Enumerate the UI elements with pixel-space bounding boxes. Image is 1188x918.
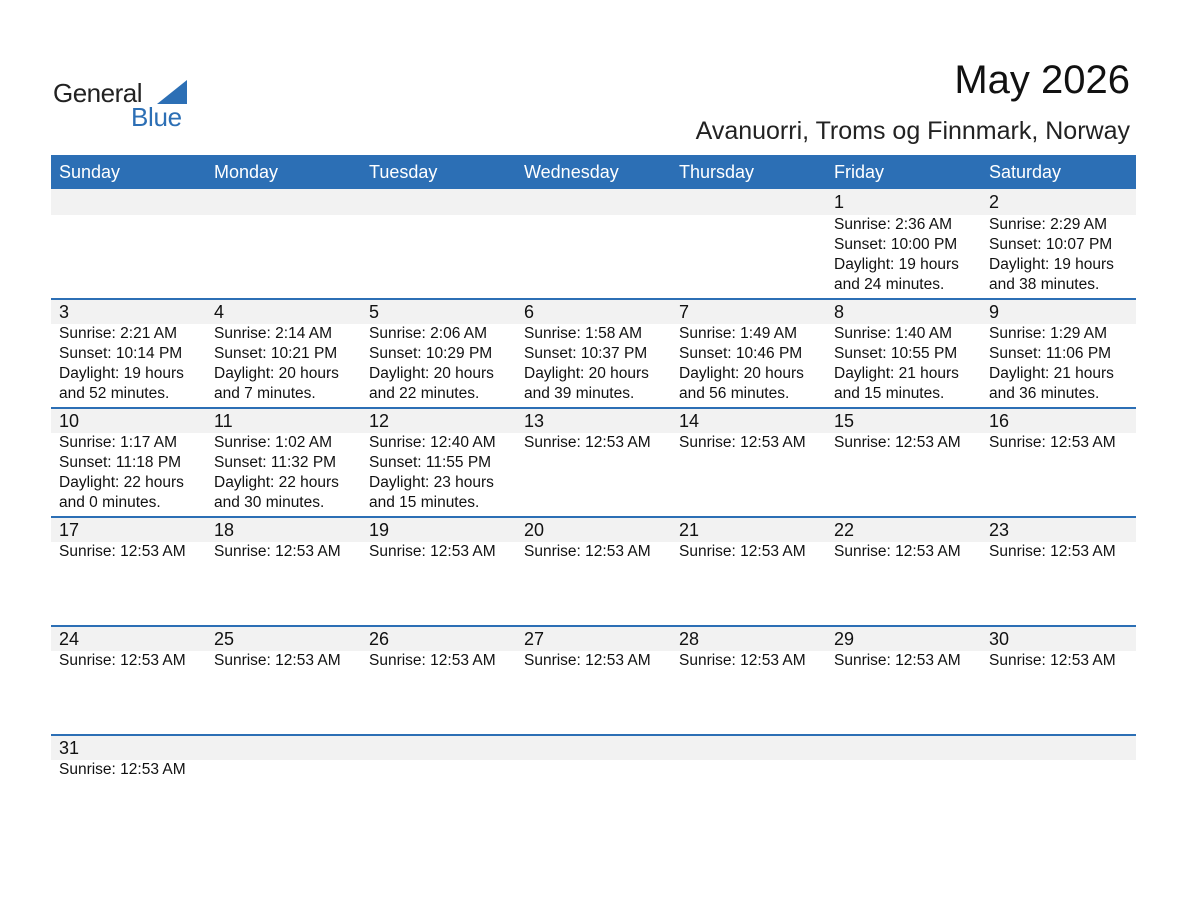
sun-info-line: Sunrise: 1:29 AM — [989, 325, 1108, 342]
sun-info-line: Daylight: 19 hours — [834, 256, 959, 273]
sun-info-line: Sunrise: 12:53 AM — [59, 543, 186, 560]
logo-triangle-icon — [157, 80, 187, 104]
day-cell — [361, 736, 516, 843]
day-number: 15 — [834, 411, 855, 431]
day-number — [369, 189, 516, 215]
day-number: 10 — [59, 411, 80, 431]
day-cell — [51, 736, 206, 843]
sun-info-line: Daylight: 21 hours — [989, 365, 1114, 382]
day-number — [59, 189, 206, 215]
day-number: 8 — [834, 302, 845, 322]
week-row — [51, 298, 1136, 407]
sun-info-line: Sunrise: 2:14 AM — [214, 325, 333, 342]
day-number — [369, 736, 516, 760]
sun-info-line: Sunrise: 12:53 AM — [989, 434, 1116, 451]
day-cell — [51, 300, 206, 407]
sun-info-line: Sunset: 11:06 PM — [989, 345, 1112, 362]
day-number — [524, 189, 671, 215]
day-cell — [981, 627, 1136, 734]
sun-info-line: Sunrise: 1:40 AM — [834, 325, 953, 342]
sun-info-line: and 38 minutes. — [989, 276, 1100, 293]
sun-info-line: Sunrise: 12:53 AM — [524, 652, 651, 669]
sun-info-line: and 7 minutes. — [214, 385, 316, 402]
day-cell — [361, 627, 516, 734]
day-cell — [826, 518, 981, 625]
sun-info-line: and 15 minutes. — [834, 385, 945, 402]
sun-info-line: Sunrise: 2:29 AM — [989, 216, 1108, 233]
day-number: 31 — [59, 738, 80, 758]
day-cell — [206, 300, 361, 407]
day-cell — [206, 518, 361, 625]
day-number — [679, 736, 826, 760]
day-number: 17 — [59, 520, 80, 540]
sun-info-line: and 22 minutes. — [369, 385, 480, 402]
day-number: 21 — [679, 520, 700, 540]
sun-info-line: Sunset: 11:32 PM — [214, 454, 337, 471]
day-cell — [671, 627, 826, 734]
day-number: 19 — [369, 520, 390, 540]
day-cell — [826, 189, 981, 298]
sun-info-line: Sunset: 11:18 PM — [59, 454, 182, 471]
weekday-header-thursday: Thursday — [679, 162, 755, 182]
day-number: 3 — [59, 302, 70, 322]
day-cell — [671, 518, 826, 625]
day-number: 5 — [369, 302, 380, 322]
sun-info-line: Sunrise: 12:53 AM — [679, 434, 806, 451]
week-row — [51, 189, 1136, 298]
week-row — [51, 407, 1136, 516]
day-number: 23 — [989, 520, 1010, 540]
sun-info-line: Sunset: 11:55 PM — [369, 454, 492, 471]
day-cell — [361, 409, 516, 516]
day-number: 7 — [679, 302, 690, 322]
day-number — [834, 736, 981, 760]
sun-info-line: and 24 minutes. — [834, 276, 945, 293]
sun-info-line: Sunrise: 12:53 AM — [679, 543, 806, 560]
sun-info-line: Sunrise: 12:53 AM — [59, 652, 186, 669]
day-cell — [981, 409, 1136, 516]
sun-info-line: Sunrise: 2:21 AM — [59, 325, 178, 342]
day-cell — [516, 189, 671, 298]
logo-general-text: General — [53, 78, 142, 108]
sun-info-line: Sunrise: 1:02 AM — [214, 434, 333, 451]
sun-info-line: Sunrise: 1:58 AM — [524, 325, 643, 342]
day-cell — [826, 300, 981, 407]
sun-info-line: and 39 minutes. — [524, 385, 635, 402]
day-cell — [981, 300, 1136, 407]
day-cell — [516, 409, 671, 516]
location-subtitle: Avanuorri, Troms og Finnmark, Norway — [695, 117, 1130, 145]
weekday-header-friday: Friday — [834, 162, 885, 182]
day-cell — [981, 189, 1136, 298]
day-number: 18 — [214, 520, 235, 540]
day-number: 25 — [214, 629, 235, 649]
day-cell — [671, 300, 826, 407]
sun-info-line: Sunset: 10:14 PM — [59, 345, 183, 362]
logo-blue-text: Blue — [131, 102, 182, 132]
sun-info-line: Daylight: 21 hours — [834, 365, 959, 382]
week-row — [51, 625, 1136, 734]
weekday-header-wednesday: Wednesday — [524, 162, 619, 182]
day-cell — [206, 627, 361, 734]
sun-info-line: Sunset: 10:29 PM — [369, 345, 493, 362]
sun-info-line: Sunrise: 12:53 AM — [524, 543, 651, 560]
sun-info-line: and 56 minutes. — [679, 385, 790, 402]
sun-info-line: Daylight: 20 hours — [524, 365, 649, 382]
day-cell — [206, 409, 361, 516]
sun-info-line: Daylight: 19 hours — [989, 256, 1114, 273]
sun-info-line: Sunrise: 12:53 AM — [214, 543, 341, 560]
day-number: 16 — [989, 411, 1010, 431]
sun-info-line: Sunset: 10:55 PM — [834, 345, 958, 362]
day-cell — [206, 736, 361, 843]
sun-info-line: Sunrise: 12:53 AM — [524, 434, 651, 451]
day-number: 22 — [834, 520, 855, 540]
day-cell — [361, 518, 516, 625]
day-number: 11 — [214, 411, 233, 431]
day-number: 20 — [524, 520, 545, 540]
weekday-header-monday: Monday — [214, 162, 279, 182]
sun-info-line: Daylight: 20 hours — [679, 365, 804, 382]
weekday-header-sunday: Sunday — [59, 162, 121, 182]
weekday-header-tuesday: Tuesday — [369, 162, 438, 182]
sun-info-line: Sunrise: 12:53 AM — [834, 434, 961, 451]
sun-info-line: and 30 minutes. — [214, 494, 325, 511]
day-cell — [516, 518, 671, 625]
sun-info-line: and 52 minutes. — [59, 385, 170, 402]
day-cell — [51, 518, 206, 625]
sun-info-line: Sunset: 10:46 PM — [679, 345, 803, 362]
day-number: 14 — [679, 411, 700, 431]
day-cell — [51, 409, 206, 516]
day-number: 29 — [834, 629, 855, 649]
day-cell — [671, 736, 826, 843]
day-number: 27 — [524, 629, 545, 649]
day-cell — [671, 409, 826, 516]
day-number: 4 — [214, 302, 225, 322]
sun-info-line: and 0 minutes. — [59, 494, 161, 511]
sun-info-line: Sunset: 10:21 PM — [214, 345, 338, 362]
day-number: 30 — [989, 629, 1010, 649]
sun-info-line: Daylight: 23 hours — [369, 474, 494, 491]
sun-info-line: Daylight: 20 hours — [214, 365, 339, 382]
sun-info-line: Sunrise: 12:53 AM — [214, 652, 341, 669]
sun-info-line: Daylight: 22 hours — [59, 474, 184, 491]
sun-info-line: Sunrise: 12:53 AM — [679, 652, 806, 669]
day-number: 28 — [679, 629, 700, 649]
sun-info-line: Sunrise: 12:53 AM — [369, 652, 496, 669]
sun-info-line: Sunrise: 12:53 AM — [834, 543, 961, 560]
day-number — [214, 189, 361, 215]
day-number — [989, 736, 1136, 760]
logo — [53, 76, 203, 132]
page-title: May 2026 — [954, 58, 1130, 102]
day-cell — [826, 736, 981, 843]
day-number: 2 — [989, 192, 1000, 212]
day-number: 26 — [369, 629, 390, 649]
weekday-header-saturday: Saturday — [989, 162, 1062, 182]
day-number — [214, 736, 361, 760]
sun-info-line: Sunset: 10:37 PM — [524, 345, 648, 362]
day-number — [524, 736, 671, 760]
sun-info-line: Sunrise: 12:53 AM — [369, 543, 496, 560]
sun-info-line: Sunset: 10:07 PM — [989, 236, 1113, 253]
day-number — [679, 189, 826, 215]
day-number: 24 — [59, 629, 80, 649]
day-cell — [826, 409, 981, 516]
week-row — [51, 516, 1136, 625]
day-number: 13 — [524, 411, 545, 431]
calendar-weeks — [51, 189, 1136, 843]
sun-info-line: Sunrise: 2:36 AM — [834, 216, 953, 233]
day-cell — [981, 736, 1136, 843]
sun-info-line: and 15 minutes. — [369, 494, 480, 511]
day-number: 6 — [524, 302, 535, 322]
sun-info-line: Sunrise: 12:53 AM — [989, 652, 1116, 669]
day-cell — [516, 736, 671, 843]
week-row — [51, 734, 1136, 843]
sun-info-line: Daylight: 19 hours — [59, 365, 184, 382]
sun-info-line: Daylight: 22 hours — [214, 474, 339, 491]
weekday-header-row — [51, 155, 1136, 189]
day-cell — [516, 627, 671, 734]
sun-info-line: Sunrise: 12:53 AM — [989, 543, 1116, 560]
day-cell — [361, 189, 516, 298]
sun-info-line: Sunrise: 1:49 AM — [679, 325, 798, 342]
day-cell — [206, 189, 361, 298]
sun-info-line: Sunrise: 2:06 AM — [369, 325, 488, 342]
day-cell — [51, 627, 206, 734]
day-number: 12 — [369, 411, 390, 431]
sun-info-line: Sunset: 10:00 PM — [834, 236, 958, 253]
day-cell — [981, 518, 1136, 625]
sun-info-line: Sunrise: 12:53 AM — [59, 761, 186, 778]
day-cell — [826, 627, 981, 734]
sun-info-line: Daylight: 20 hours — [369, 365, 494, 382]
day-number: 9 — [989, 302, 1000, 322]
sun-info-line: Sunrise: 12:53 AM — [834, 652, 961, 669]
sun-info-line: and 36 minutes. — [989, 385, 1100, 402]
day-number: 1 — [834, 192, 845, 212]
sun-info-line: Sunrise: 12:40 AM — [369, 434, 496, 451]
day-cell — [516, 300, 671, 407]
day-cell — [361, 300, 516, 407]
day-cell — [671, 189, 826, 298]
calendar-grid — [51, 155, 1136, 843]
day-cell — [51, 189, 206, 298]
sun-info-line: Sunrise: 1:17 AM — [59, 434, 178, 451]
